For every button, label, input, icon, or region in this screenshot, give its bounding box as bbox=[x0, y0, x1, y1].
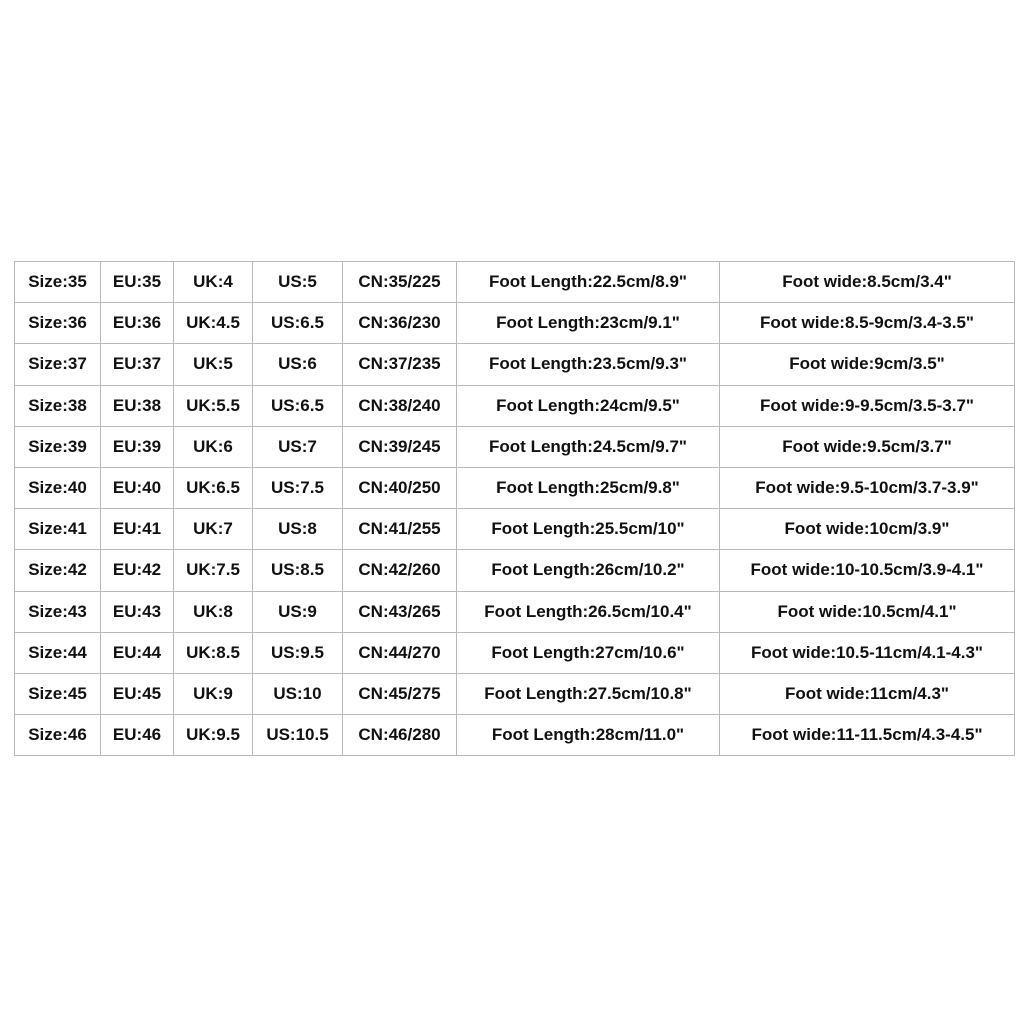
table-row bbox=[15, 344, 1015, 385]
eu-cell: EU:42 bbox=[101, 550, 174, 591]
size-cell: Size:44 bbox=[15, 632, 101, 673]
foot-length-cell: Foot Length:22.5cm/8.9" bbox=[457, 262, 720, 303]
size-cell: Size:41 bbox=[15, 509, 101, 550]
table-row bbox=[15, 262, 1015, 303]
us-cell: US:8 bbox=[253, 509, 343, 550]
eu-cell: EU:40 bbox=[101, 467, 174, 508]
uk-cell: UK:6.5 bbox=[174, 467, 253, 508]
cn-cell: CN:39/245 bbox=[343, 426, 457, 467]
us-cell: US:6.5 bbox=[253, 303, 343, 344]
size-cell: Size:43 bbox=[15, 591, 101, 632]
foot-length-cell: Foot Length:26cm/10.2" bbox=[457, 550, 720, 591]
us-cell: US:7.5 bbox=[253, 467, 343, 508]
us-cell: US:10.5 bbox=[253, 715, 343, 756]
size-cell: Size:36 bbox=[15, 303, 101, 344]
uk-cell: UK:9 bbox=[174, 673, 253, 714]
cn-cell: CN:37/235 bbox=[343, 344, 457, 385]
cn-cell: CN:35/225 bbox=[343, 262, 457, 303]
foot-length-cell: Foot Length:27.5cm/10.8" bbox=[457, 673, 720, 714]
foot-wide-cell: Foot wide:8.5cm/3.4" bbox=[720, 262, 1015, 303]
table-row bbox=[15, 467, 1015, 508]
eu-cell: EU:36 bbox=[101, 303, 174, 344]
eu-cell: EU:44 bbox=[101, 632, 174, 673]
cn-cell: CN:41/255 bbox=[343, 509, 457, 550]
foot-length-cell: Foot Length:24.5cm/9.7" bbox=[457, 426, 720, 467]
uk-cell: UK:5.5 bbox=[174, 385, 253, 426]
foot-length-cell: Foot Length:24cm/9.5" bbox=[457, 385, 720, 426]
cn-cell: CN:46/280 bbox=[343, 715, 457, 756]
size-cell: Size:39 bbox=[15, 426, 101, 467]
foot-wide-cell: Foot wide:9.5cm/3.7" bbox=[720, 426, 1015, 467]
foot-wide-cell: Foot wide:10.5-11cm/4.1-4.3" bbox=[720, 632, 1015, 673]
table-row bbox=[15, 715, 1015, 756]
size-cell: Size:38 bbox=[15, 385, 101, 426]
uk-cell: UK:4.5 bbox=[174, 303, 253, 344]
us-cell: US:5 bbox=[253, 262, 343, 303]
eu-cell: EU:37 bbox=[101, 344, 174, 385]
eu-cell: EU:43 bbox=[101, 591, 174, 632]
us-cell: US:6 bbox=[253, 344, 343, 385]
foot-wide-cell: Foot wide:11cm/4.3" bbox=[720, 673, 1015, 714]
table-row bbox=[15, 632, 1015, 673]
size-chart-body bbox=[15, 262, 1015, 756]
uk-cell: UK:4 bbox=[174, 262, 253, 303]
cn-cell: CN:43/265 bbox=[343, 591, 457, 632]
size-cell: Size:40 bbox=[15, 467, 101, 508]
foot-wide-cell: Foot wide:10-10.5cm/3.9-4.1" bbox=[720, 550, 1015, 591]
foot-wide-cell: Foot wide:10cm/3.9" bbox=[720, 509, 1015, 550]
cn-cell: CN:44/270 bbox=[343, 632, 457, 673]
foot-wide-cell: Foot wide:9-9.5cm/3.5-3.7" bbox=[720, 385, 1015, 426]
us-cell: US:6.5 bbox=[253, 385, 343, 426]
uk-cell: UK:8.5 bbox=[174, 632, 253, 673]
cn-cell: CN:36/230 bbox=[343, 303, 457, 344]
cn-cell: CN:40/250 bbox=[343, 467, 457, 508]
eu-cell: EU:45 bbox=[101, 673, 174, 714]
table-row bbox=[15, 591, 1015, 632]
foot-length-cell: Foot Length:28cm/11.0" bbox=[457, 715, 720, 756]
uk-cell: UK:8 bbox=[174, 591, 253, 632]
table-row bbox=[15, 550, 1015, 591]
cn-cell: CN:38/240 bbox=[343, 385, 457, 426]
table-row bbox=[15, 509, 1015, 550]
foot-wide-cell: Foot wide:9cm/3.5" bbox=[720, 344, 1015, 385]
size-cell: Size:46 bbox=[15, 715, 101, 756]
foot-length-cell: Foot Length:25cm/9.8" bbox=[457, 467, 720, 508]
uk-cell: UK:7.5 bbox=[174, 550, 253, 591]
foot-length-cell: Foot Length:27cm/10.6" bbox=[457, 632, 720, 673]
table-row bbox=[15, 303, 1015, 344]
size-cell: Size:45 bbox=[15, 673, 101, 714]
cn-cell: CN:42/260 bbox=[343, 550, 457, 591]
uk-cell: UK:9.5 bbox=[174, 715, 253, 756]
foot-wide-cell: Foot wide:9.5-10cm/3.7-3.9" bbox=[720, 467, 1015, 508]
eu-cell: EU:46 bbox=[101, 715, 174, 756]
eu-cell: EU:35 bbox=[101, 262, 174, 303]
foot-wide-cell: Foot wide:11-11.5cm/4.3-4.5" bbox=[720, 715, 1015, 756]
table-row bbox=[15, 426, 1015, 467]
foot-length-cell: Foot Length:26.5cm/10.4" bbox=[457, 591, 720, 632]
foot-length-cell: Foot Length:23cm/9.1" bbox=[457, 303, 720, 344]
eu-cell: EU:38 bbox=[101, 385, 174, 426]
eu-cell: EU:39 bbox=[101, 426, 174, 467]
table-row bbox=[15, 385, 1015, 426]
foot-length-cell: Foot Length:23.5cm/9.3" bbox=[457, 344, 720, 385]
foot-wide-cell: Foot wide:8.5-9cm/3.4-3.5" bbox=[720, 303, 1015, 344]
size-cell: Size:42 bbox=[15, 550, 101, 591]
us-cell: US:9.5 bbox=[253, 632, 343, 673]
size-cell: Size:35 bbox=[15, 262, 101, 303]
cn-cell: CN:45/275 bbox=[343, 673, 457, 714]
foot-wide-cell: Foot wide:10.5cm/4.1" bbox=[720, 591, 1015, 632]
table-row bbox=[15, 673, 1015, 714]
foot-length-cell: Foot Length:25.5cm/10" bbox=[457, 509, 720, 550]
us-cell: US:9 bbox=[253, 591, 343, 632]
uk-cell: UK:5 bbox=[174, 344, 253, 385]
us-cell: US:10 bbox=[253, 673, 343, 714]
uk-cell: UK:7 bbox=[174, 509, 253, 550]
size-cell: Size:37 bbox=[15, 344, 101, 385]
size-chart-table bbox=[14, 261, 1015, 756]
us-cell: US:8.5 bbox=[253, 550, 343, 591]
us-cell: US:7 bbox=[253, 426, 343, 467]
eu-cell: EU:41 bbox=[101, 509, 174, 550]
uk-cell: UK:6 bbox=[174, 426, 253, 467]
